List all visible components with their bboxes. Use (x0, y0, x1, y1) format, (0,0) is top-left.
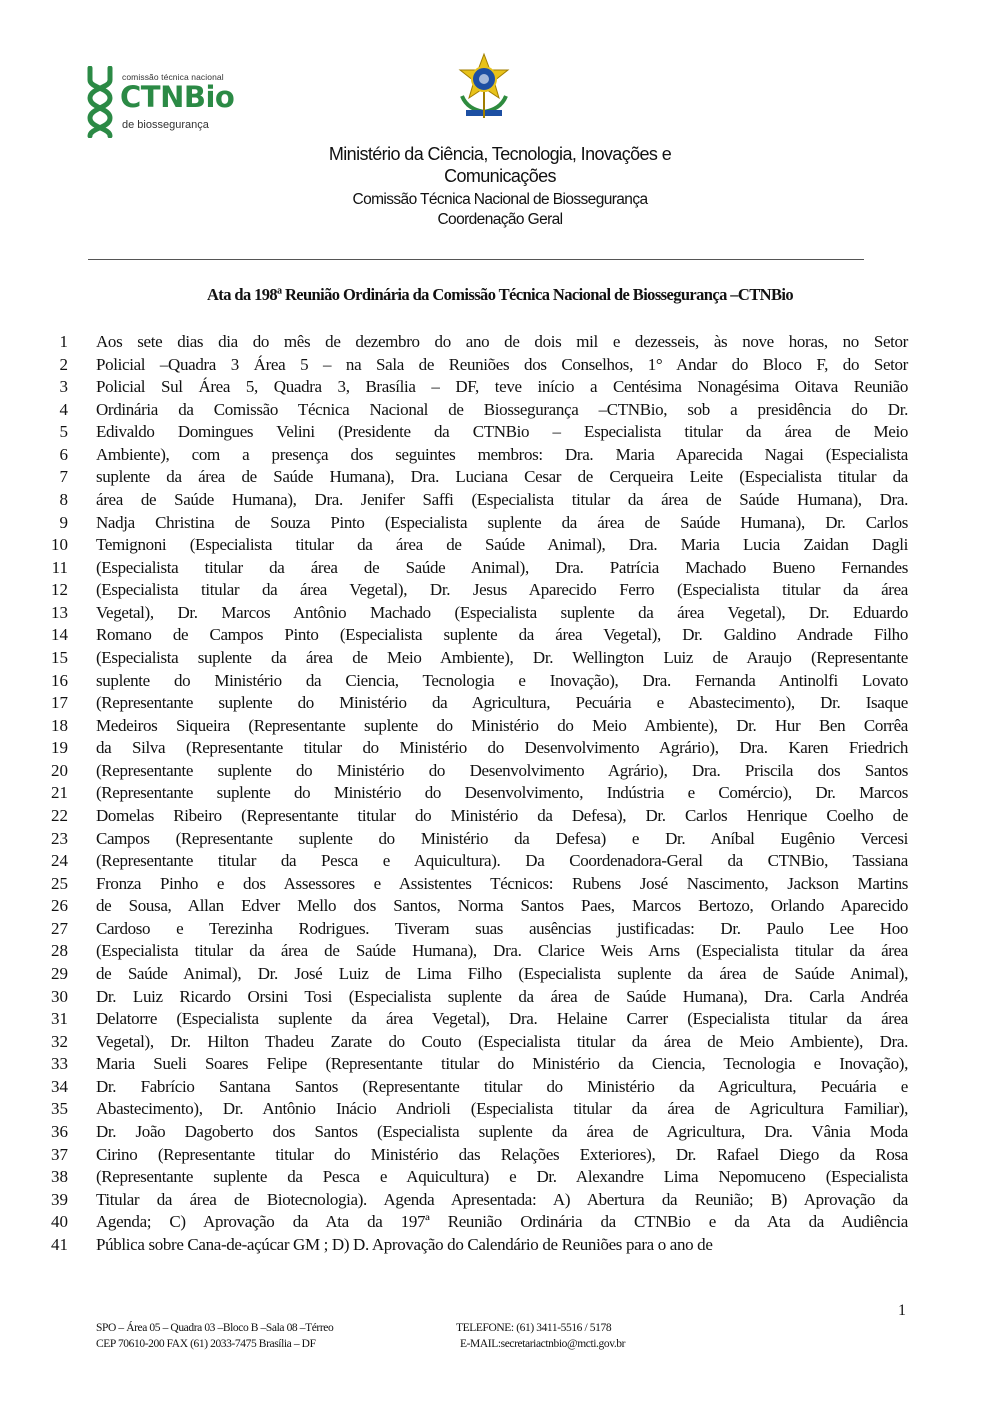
line-text: Domelas Ribeiro (Representante titular do Ministério da Defesa), Dr. Carlos Henrique Coelho de (96, 805, 908, 825)
text-line (0, 1165, 1000, 1188)
text-line (0, 623, 1000, 646)
line-number: 36 (51, 1121, 68, 1141)
line-text: Vegetal), Dr. Hilton Thadeu Zarate do Couto (Especialista titular da área de Meio Ambiente), Dra. (96, 1031, 908, 1051)
text-line (0, 759, 1000, 782)
line-number: 19 (51, 738, 68, 758)
footer-address-1: SPO – Área 05 – Quadra 03 –Bloco B –Sala 08 –Térreo (96, 1322, 334, 1334)
line-text: suplente do Ministério da Ciencia, Tecnologia e Inovação), Dra. Fernanda Antinolfi Lovato (96, 670, 908, 690)
line-number: 14 (51, 625, 68, 645)
line-text: Dr. Fabrício Santana Santos (Representante titular do Ministério da Agricultura, Pecuária e (96, 1076, 908, 1096)
line-text: (Especialista titular da área Vegetal), Dr. Jesus Aparecido Ferro (Especialista titular da área (96, 580, 908, 600)
line-text: (Especialista titular da área de Saúde Humana), Dra. Clarice Weis Arns (Especialista titular da área (96, 941, 908, 961)
line-text: Aos sete dias dia do mês de dezembro do ano de dois mil e dezesseis, às nove horas, no Setor (96, 332, 908, 351)
line-text: Campos (Representante suplente do Ministério da Defesa) e Dr. Aníbal Eugênio Vercesi (96, 828, 908, 848)
line-number: 40 (51, 1212, 68, 1232)
line-number: 3 (59, 377, 68, 397)
text-line (0, 985, 1000, 1008)
line-text: (Especialista suplente da área de Meio Ambiente), Dr. Wellington Luiz de Araujo (Representante (96, 647, 908, 667)
line-number: 4 (59, 399, 68, 419)
line-text: Vegetal), Dr. Marcos Antônio Machado (Especialista suplente da área Vegetal), Dr. Eduardo (96, 602, 908, 622)
line-text: Medeiros Siqueira (Representante suplente do Ministério do Meio Ambiente), Dr. Hur Ben Corrêa (96, 715, 908, 735)
text-line (0, 1210, 1000, 1233)
line-number: 25 (51, 873, 68, 893)
text-line (0, 375, 1000, 398)
line-number: 2 (59, 354, 68, 374)
line-number: 1 (59, 332, 68, 351)
text-line (0, 1097, 1000, 1120)
line-text: área de Saúde Humana), Dra. Jenifer Saffi (Especialista titular da área de Saúde Humana), Dra. (96, 489, 908, 509)
line-text: Policial –Quadra 3 Área 5 – na Sala de Reuniões dos Conselhos, 1° Andar do Bloco F, do Setor (96, 354, 908, 374)
line-number: 5 (59, 422, 68, 442)
line-number: 41 (51, 1234, 68, 1254)
line-number: 23 (51, 828, 68, 848)
line-number: 20 (51, 760, 68, 780)
header-ministry: Ministério da Ciência, Tecnologia, Inovações e (328, 144, 672, 164)
line-text: Dr. João Dagoberto dos Santos (Especialista suplente da área de Agricultura, Dra. Vânia Moda (96, 1121, 908, 1141)
text-line (0, 917, 1000, 940)
line-text: Dr. Luiz Ricardo Orsini Tosi (Especialista suplente da área de Saúde Humana), Dra. Carla Andréa (96, 986, 908, 1006)
line-text: Temignoni (Especialista titular da área de Saúde Animal), Dra. Maria Lucia Zaidan Dagli (96, 535, 908, 555)
text-line (0, 827, 1000, 850)
line-text: Romano de Campos Pinto (Especialista suplente da área Vegetal), Dr. Galdino Andrade Filho (96, 625, 908, 645)
brazil-coat-of-arms-icon (452, 52, 516, 120)
line-text: (Representante suplente do Ministério do Desenvolvimento, Indústria e Comércio), Dr. Marcos (96, 783, 908, 803)
footer-email: E-MAIL:secretariactnbio@mcti.gov.br (460, 1338, 626, 1350)
line-number: 38 (51, 1167, 68, 1187)
line-number: 16 (51, 670, 68, 690)
line-number: 22 (51, 805, 68, 825)
text-line (0, 330, 1000, 353)
text-line (0, 420, 1000, 443)
document-title: Ata da 198ª Reunião Ordinária da Comissão Técnica Nacional de Biossegurança –CTNBio (206, 285, 793, 304)
footer-phone: TELEFONE: (61) 3411-5516 / 5178 (456, 1322, 612, 1334)
line-number: 9 (59, 512, 68, 532)
text-line (0, 1233, 1000, 1256)
text-line (0, 781, 1000, 804)
line-number: 39 (51, 1189, 68, 1209)
line-text: Pública sobre Cana-de-açúcar GM ; D) D. Aprovação do Calendário de Reuniões para o ano de (96, 1234, 713, 1254)
text-line (0, 736, 1000, 759)
line-number: 7 (59, 467, 68, 487)
text-line (0, 511, 1000, 534)
text-line (0, 578, 1000, 601)
text-line (0, 872, 1000, 895)
text-line (0, 849, 1000, 872)
line-text: Abastecimento), Dr. Antônio Inácio Andrioli (Especialista titular da área de Agricultura Familiar), (96, 1099, 908, 1119)
header-commission: Comissão Técnica Nacional de Biossegurança (352, 191, 648, 208)
text-line (0, 669, 1000, 692)
line-number: 37 (51, 1144, 68, 1164)
line-number: 24 (51, 851, 68, 871)
text-line (0, 1120, 1000, 1143)
line-number: 10 (51, 535, 68, 555)
line-number: 29 (51, 963, 68, 983)
line-number: 18 (51, 715, 68, 735)
logo-tagline-bottom: de biossegurança (122, 119, 209, 131)
line-number: 11 (51, 557, 68, 577)
text-line (0, 714, 1000, 737)
text-line (0, 646, 1000, 669)
line-number: 27 (51, 918, 68, 938)
line-number: 12 (51, 580, 68, 600)
text-line (0, 601, 1000, 624)
line-number: 34 (51, 1076, 68, 1096)
line-text: Titular da área de Biotecnologia). Agenda Apresentada: A) Abertura da Reunião; B) Aprovação da (96, 1189, 908, 1209)
header-divider (88, 259, 864, 260)
line-text: de Sousa, Allan Edver Mello dos Santos, Norma Santos Paes, Marcos Bertozo, Orlando Aparecido (96, 896, 908, 916)
text-line (0, 1143, 1000, 1166)
line-number: 15 (51, 647, 68, 667)
line-text: Cardoso e Terezinha Rodrigues. Tiveram suas ausências justificadas: Dr. Paulo Lee Hoo (96, 918, 908, 938)
text-line (0, 488, 1000, 511)
line-text: (Representante titular da Pesca e Aquicultura). Da Coordenadora-Geral da CTNBio, Tassiana (96, 851, 908, 871)
line-text: Policial Sul Área 5, Quadra 3, Brasília – DF, teve início a Centésima Nonagésima Oitava Reunião (96, 377, 908, 397)
line-number: 30 (51, 986, 68, 1006)
line-text: (Representante suplente do Ministério do Desenvolvimento Agrário), Dra. Priscila dos Santos (96, 760, 908, 780)
text-line (0, 556, 1000, 579)
line-number: 32 (51, 1031, 68, 1051)
line-number: 31 (51, 1009, 68, 1029)
line-text: de Saúde Animal), Dr. José Luiz de Lima Filho (Especialista suplente da área de Saúde Animal), (96, 963, 908, 983)
line-text: (Representante suplente do Ministério da Agricultura, Pecuária e Abastecimento), Dr. Isaque (96, 693, 908, 713)
header-coordination: Coordenação Geral (437, 211, 563, 228)
text-line (0, 804, 1000, 827)
line-number: 33 (51, 1054, 68, 1074)
text-line (0, 939, 1000, 962)
line-text: Nadja Christina de Souza Pinto (Especialista suplente da área de Saúde Humana), Dr. Carlos (96, 512, 908, 532)
page-number: 1 (898, 1302, 906, 1319)
text-line (0, 1030, 1000, 1053)
ctnbio-dna-icon (84, 66, 118, 138)
line-text: Maria Sueli Soares Felipe (Representante titular do Ministério da Ciencia, Tecnologia e Inovação), (96, 1054, 908, 1074)
line-text: Edivaldo Domingues Velini (Presidente da CTNBio – Especialista titular da área de Meio (96, 422, 908, 442)
line-text: Fronza Pinho e dos Assessores e Assistentes Técnicos: Rubens José Nascimento, Jackson Martins (96, 873, 908, 893)
line-number: 26 (51, 896, 68, 916)
line-text: Ordinária da Comissão Técnica Nacional de Biossegurança –CTNBio, sob a presidência do Dr. (96, 399, 908, 419)
logo-brand: CTNBio (120, 80, 235, 114)
line-number: 35 (51, 1099, 68, 1119)
text-line (0, 1007, 1000, 1030)
line-text: (Especialista titular da área de Saúde Animal), Dra. Patrícia Machado Bueno Fernandes (96, 557, 908, 577)
line-text: Delatorre (Especialista suplente da área Vegetal), Dra. Helaine Carrer (Especialista titular da área (96, 1009, 908, 1029)
line-number: 8 (59, 489, 68, 509)
line-number: 6 (59, 444, 68, 464)
line-number: 17 (51, 693, 68, 713)
ctnbio-logo (84, 66, 234, 138)
text-line (0, 353, 1000, 376)
text-line (0, 398, 1000, 421)
line-text: Cirino (Representante titular do Ministério das Relações Exteriores), Dr. Rafael Diego da Rosa (96, 1144, 908, 1164)
text-line (0, 443, 1000, 466)
text-line (0, 894, 1000, 917)
line-number: 21 (51, 783, 68, 803)
line-number: 28 (51, 941, 68, 961)
line-number: 13 (51, 602, 68, 622)
text-line (0, 465, 1000, 488)
text-line (0, 533, 1000, 556)
text-line (0, 962, 1000, 985)
line-text: Ambiente), com a presença dos seguintes membros: Dra. Maria Aparecida Nagai (Especialista (96, 444, 908, 464)
line-text: da Silva (Representante titular do Ministério do Desenvolvimento Agrário), Dra. Karen Friedrich (96, 738, 908, 758)
line-text: suplente da área de Saúde Humana), Dra. Luciana Cesar de Cerqueira Leite (Especialista titular da (96, 467, 908, 487)
footer-address-2: CEP 70610-200 FAX (61) 2033-7475 Brasília – DF (96, 1338, 316, 1350)
text-line (0, 1052, 1000, 1075)
header-ministry-cont: Comunicações (444, 166, 556, 186)
logo-tagline-top: comissão técnica nacional (122, 72, 224, 82)
text-line (0, 1075, 1000, 1098)
text-line (0, 1188, 1000, 1211)
text-line (0, 691, 1000, 714)
line-text: (Representante suplente da Pesca e Aquicultura) e Dr. Alexandre Lima Nepomuceno (Especialista (96, 1167, 908, 1187)
line-text: Agenda; C) Aprovação da Ata da 197ª Reunião Ordinária da CTNBio e da Ata da Audiência (96, 1212, 908, 1232)
